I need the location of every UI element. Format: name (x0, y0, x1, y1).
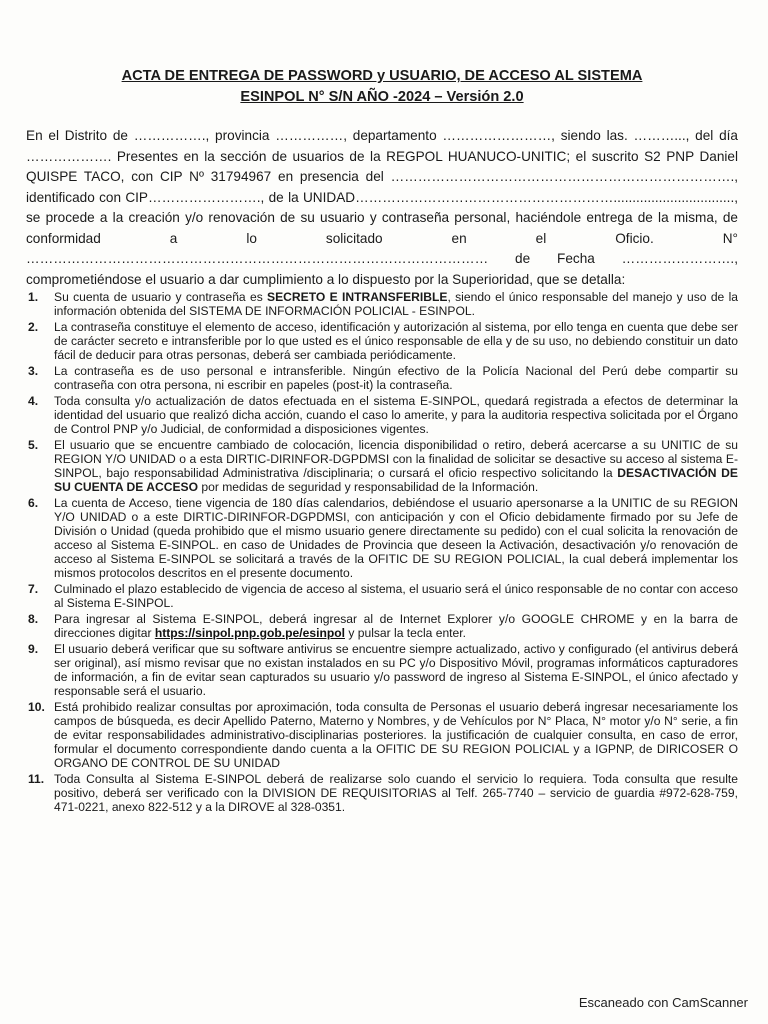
list-item: 2. La contraseña constituye el elemento de acceso, identificación y autorización al sistema, por ello tenga en cuenta que debe ser de carácter secreto e intransferible por lo que usted es el único responsable de ella y de su uso, no debiendo constituir un dato fácil de deducir para otras personas, deberá ser cambiada periódicamente. (28, 320, 738, 362)
document-page (26, 66, 738, 816)
list-item: 7. Culminado el plazo establecido de vigencia de acceso al sistema, el usuario será el único responsable de no contar con acceso al Sistema E-SINPOL. (28, 582, 738, 610)
list-item: 4. Toda consulta y/o actualización de datos efectuada en el sistema E-SINPOL, quedará registrada a efectos de determinar la identidad del usuario que realizó dicha acción, cuando el caso lo amerite, y para la auditoria respectiva solicitada por el Órgano de Control PNP y/o Judicial, de conformidad a disposiciones vigentes. (28, 394, 738, 436)
list-item: 6. La cuenta de Acceso, tiene vigencia de 180 días calendarios, debiéndose el usuario apersonarse a la UNITIC de su REGION Y/O UNIDAD o a este DIRTIC-DIRINFOR-DGPDMSI, con anticipación y con el Oficio debidamente firmado por su Jefe de División o Unidad (queda prohibido que el mismo usuario genere directamente su pedido) con el cual solicita la renovación de acceso al Sistema E-SINPOL. en caso de Unidades de Provincia que deseen la Activación, desactivación y/o renovación de acceso al Sistema E-SINPOL se solicitará a través de la OFITIC DE SU REGION POLICIAL, la cual deberá implementar los mismos protocolos descritos en el presente documento. (28, 496, 738, 580)
list-item: 9. El usuario deberá verificar que su software antivirus se encuentre siempre actualizado, activo y configurado (el antivirus deberá ser original), así mismo revisar que no existan instalados en su PC y/o Dispositivo Móvil, programas informáticos capturadores de información, a fin de evitar sean capturados su usuario y/o password de ingreso al Sistema E-SINPOL, el único afectado y responsable será el usuario. (28, 642, 738, 698)
list-item: 5. El usuario que se encuentre cambiado de colocación, licencia disponibilidad o retiro, deberá acercarse a su UNITIC de su REGION Y/O UNIDAD o a esta DIRTIC-DIRINFOR-DGPDMSI con la finalidad de solicitar se desactive su acceso al sistema E-SINPOL, bajo responsabilidad Administrativa /disciplinaria; o cursará el oficio respectivo solicitando la DESACTIVACIÓN DE SU CUENTA DE ACCESO por medidas de seguridad y responsabilidad de la Información. (28, 438, 738, 494)
list-item: 1. Su cuenta de usuario y contraseña es SECRETO E INTRANSFERIBLE, siendo el único responsable del manejo y uso de la información obtenida del SISTEMA DE INFORMACIÓN POLICIAL - ESINPOL. (28, 290, 738, 318)
list-item: 8. Para ingresar al Sistema E-SINPOL, deberá ingresar al de Internet Explorer y/o GOOGLE CHROME y en la barra de direcciones digitar https://sinpol.pnp.gob.pe/esinpol y pulsar la tecla enter. (28, 612, 738, 640)
esinpol-url-link[interactable]: https://sinpol.pnp.gob.pe/esinpol (154, 626, 345, 640)
list-item: 11. Toda Consulta al Sistema E-SINPOL deberá de realizarse solo cuando el servicio lo requiera. Toda consulta que resulte positivo, deberá ser verificado con la DIVISION DE REQUISITORIAS al Telf. 265-7740 – servicio de guardia #972-628-759, 471-0221, anexo 822-512 y a la DIROVE al 328-0351. (28, 772, 738, 814)
list-item: 10. Está prohibido realizar consultas por aproximación, toda consulta de Personas el usuario deberá ingresar necesariamente los campos de búsqueda, es decir Apellido Paterno, Materno y Nombres, y de Vehículos por N° Placa, N° motor y/o N° serie, a fin de evitar responsabilidades administrativo-disciplinarias posteriores. la justificación de cualquier consulta, en caso de error, formular el documento correspondiente dando cuenta a la OFITIC DE SU REGION POLICIAL y a IGPNP, de DIRICOSER O ORGANO DE CONTROL DE SU UNIDAD (28, 700, 738, 770)
camscanner-watermark: Escaneado con CamScanner (578, 995, 748, 1010)
document-title-line1: ACTA DE ENTREGA DE PASSWORD y USUARIO, DE ACCESO AL SISTEMA (121, 68, 643, 84)
document-title-line2: ESINPOL N° S/N AÑO -2024 – Versión 2.0 (240, 89, 524, 105)
intro-paragraph: En el Distrito de ……………., provincia ……………, departamento ……………………, siendo las. ………..., del día ………………. Presentes en la sección de usuarios de la REGPOL HUANUCO-UNITIC; el suscrito S2 PNP Daniel QUISPE TACO, con CIP Nº 31794967 en presencia del …………………………………………………………………., identificado con CIP……………………., de la UNIDAD…………………………………………………................................, se procede a la creación y/o renovación de su usuario y contraseña personal, haciéndole entrega de la misma, de conformidad a lo solicitado en el Oficio. N° ………………………………………………………………………………………… de Fecha ……………………., comprometiéndose el usuario a dar cumplimiento a lo dispuesto por la Superioridad, que se detalla: (26, 128, 738, 287)
rules-list (26, 290, 738, 814)
list-item: 3. La contraseña es de uso personal e intransferible. Ningún efectivo de la Policía Nacional del Perú debe compartir su contraseña con otra persona, ni escribir en papeles (post-it) la contraseña. (28, 364, 738, 392)
